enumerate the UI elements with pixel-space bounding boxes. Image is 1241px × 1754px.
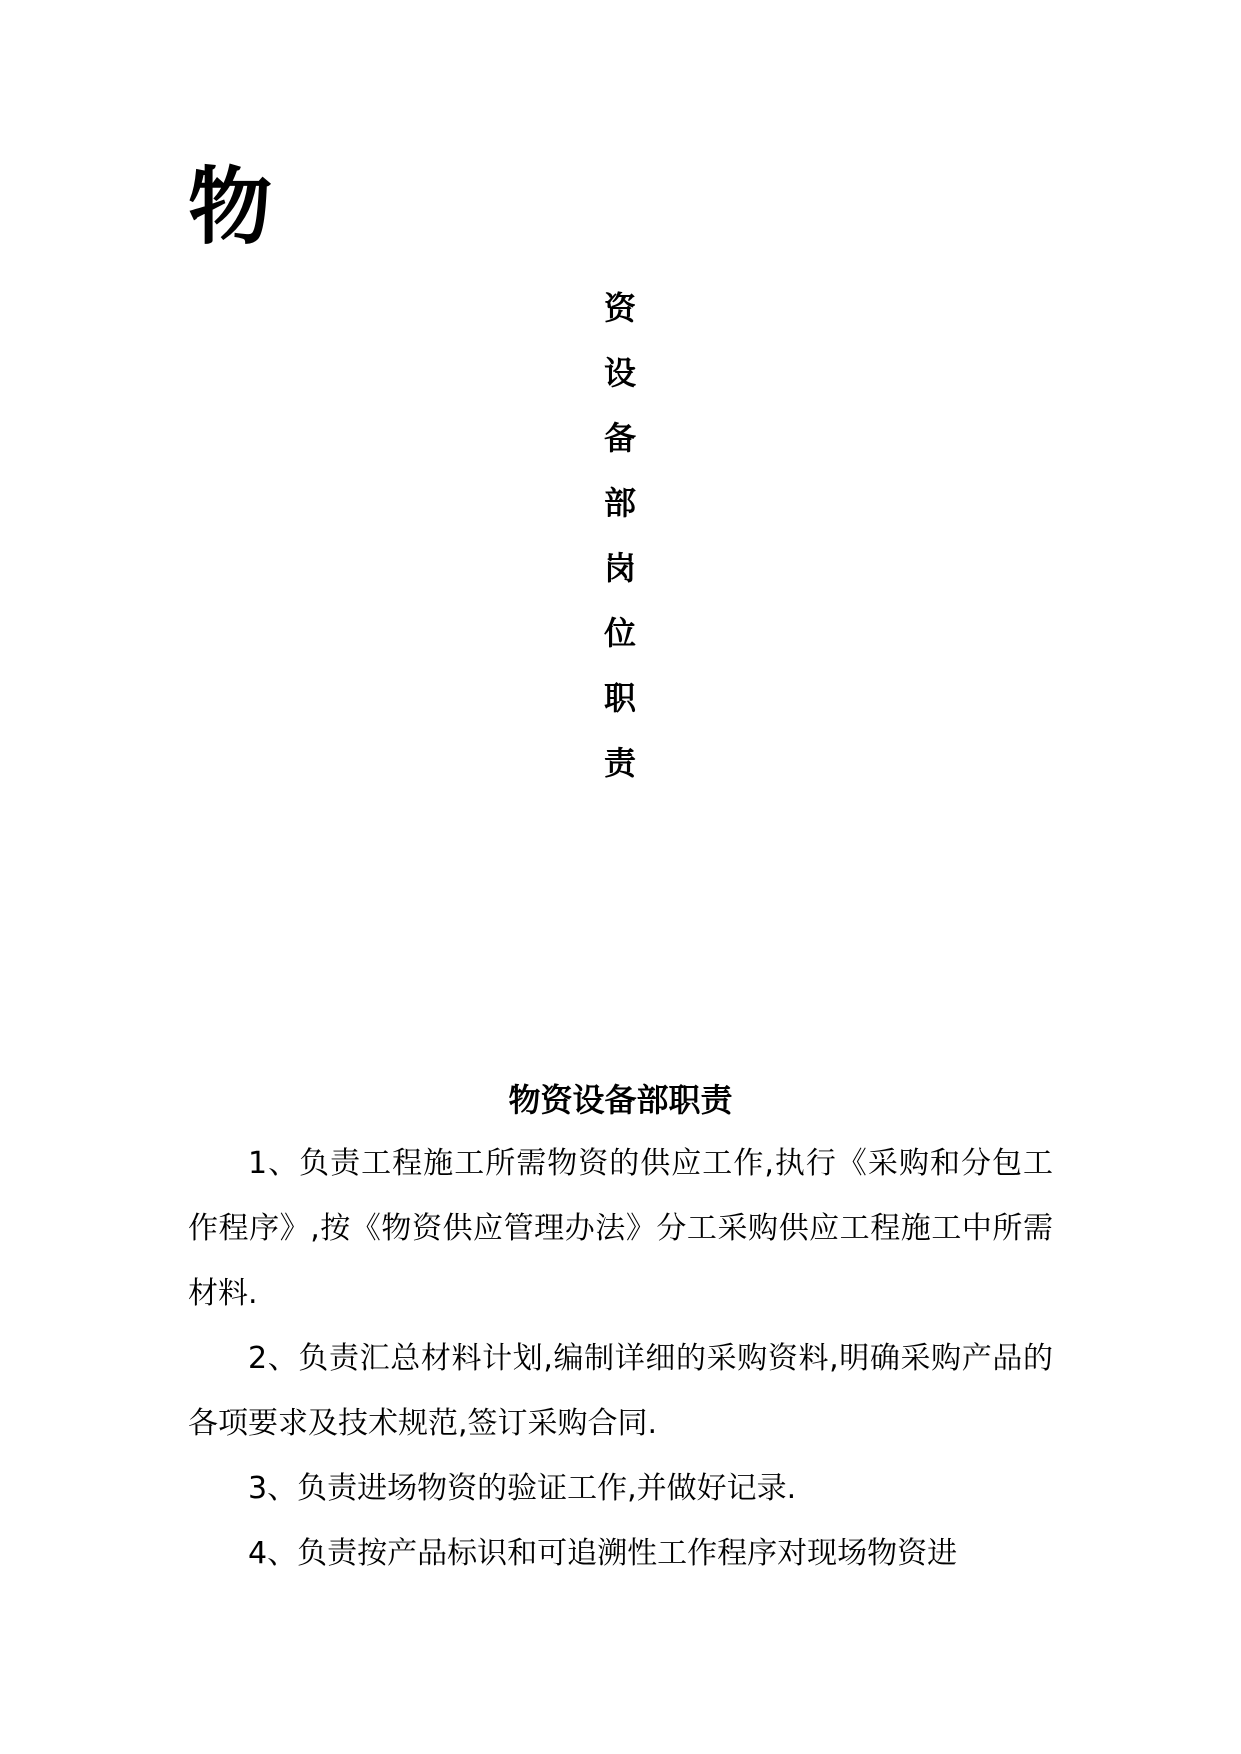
duty-paragraph: 3、负责进场物资的验证工作,并做好记录. [248, 1471, 797, 1506]
vertical-title-char: 设 [603, 354, 636, 392]
vertical-title-char: 职 [603, 679, 636, 717]
vertical-title-char: 部 [603, 484, 636, 522]
vertical-title [600, 288, 640, 808]
vertical-title-char: 资 [603, 289, 636, 327]
duties-list [188, 1131, 1053, 1586]
vertical-title-char: 位 [603, 614, 636, 652]
cover-large-character: 物 [188, 157, 273, 256]
duty-paragraph: 4、负责按产品标识和可追溯性工作程序对现场物资进 [248, 1536, 958, 1571]
vertical-title-char: 责 [603, 744, 636, 782]
vertical-title-char: 备 [603, 419, 636, 457]
section-title: 物资设备部职责 [508, 1081, 733, 1119]
duty-paragraph: 1、负责工程施工所需物资的供应工作,执行《采购和分包工作程序》,按《物资供应管理办法》分工采购供应工程施工中所需材料. [188, 1146, 1053, 1311]
vertical-title-char: 岗 [603, 549, 636, 587]
duty-paragraph: 2、负责汇总材料计划,编制详细的采购资料,明确采购产品的各项要求及技术规范,签订采购合同. [188, 1341, 1053, 1441]
